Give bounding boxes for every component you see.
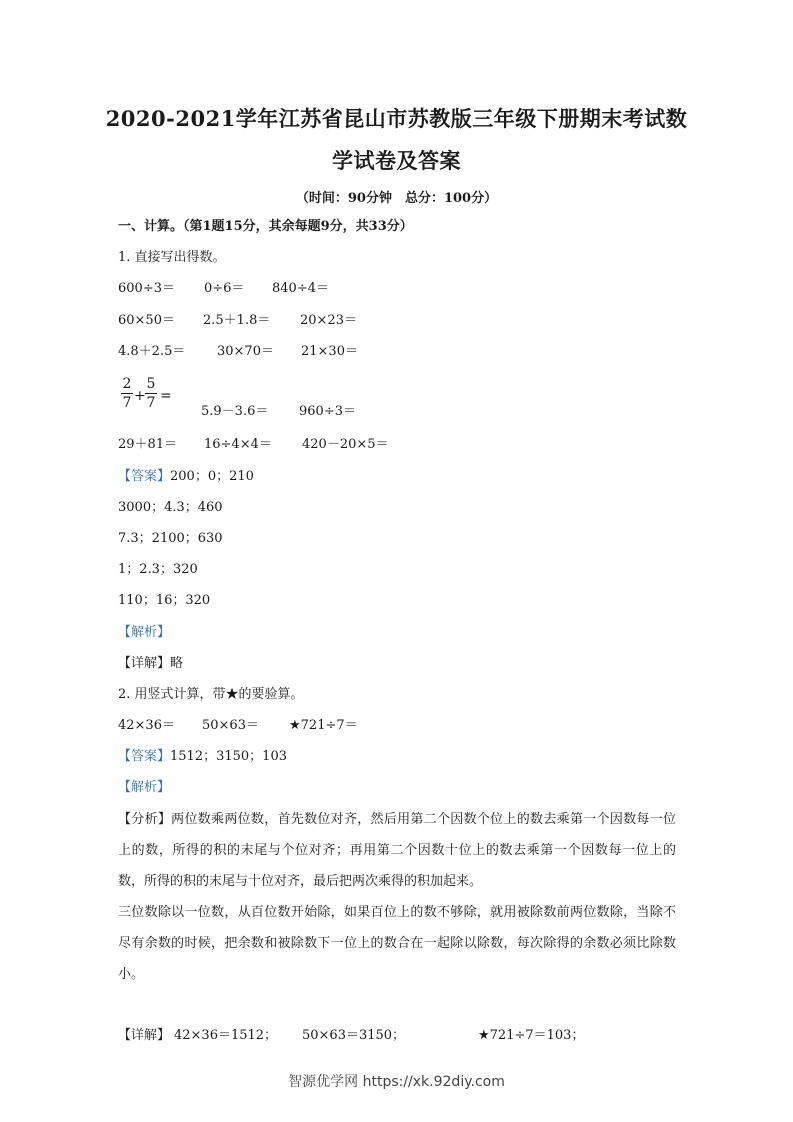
- answer-label: 【答案】: [118, 749, 171, 764]
- equals-sign: =: [160, 388, 172, 404]
- detail-label: 【详解】: [118, 1028, 171, 1043]
- q1-expr: 30×70＝: [217, 344, 274, 359]
- q1-expr: 5.9－3.6＝: [201, 404, 269, 419]
- document-title-line-2: 学试卷及答案: [332, 148, 461, 173]
- q1-expr: 16÷4×4＝: [204, 437, 272, 452]
- detail-item: ★721÷7＝103；: [478, 1028, 585, 1043]
- question-2-stem: 2. 用竖式计算，带★的要验算。: [118, 687, 304, 702]
- q1-fraction-2-7: [121, 376, 133, 411]
- q1-expr: 4.8＋2.5＝: [118, 344, 186, 359]
- fraction-numerator: 2: [122, 376, 132, 392]
- q1-answer-line-2: 3000；4.3；460: [118, 500, 223, 515]
- q2-analysis-paragraph-1: 【分析】两位数乘两位数，首先数位对齐，然后用第二个因数个位上的数去乘第一个因数每一位上的数，所得的积的末尾与个位对齐；再用第二个因数十位上的数去乘第一个因数每一位上的数，所得的积的末尾与十位对齐，最后把两次乘得的积加起来。: [118, 812, 676, 889]
- q1-detail: 【详解】略: [118, 656, 184, 671]
- q1-expr: 2.5＋1.8＝: [203, 313, 271, 328]
- q1-fraction-5-7: [145, 376, 157, 411]
- q2-expr: 50×63＝: [202, 718, 259, 733]
- detail-item: 42×36＝1512；: [174, 1028, 278, 1043]
- q1-answer-line-3: 7.3；2100；630: [118, 531, 223, 546]
- q1-answer-line-5: 110；16；320: [118, 593, 211, 608]
- q1-answer-line-1: [118, 468, 254, 486]
- q1-analysis-label: 【解析】: [118, 625, 171, 640]
- q2-analysis-paragraph-2: 三位数除以一位数，从百位数开始除，如果百位上的数不够除，就用被除数前两位数除，当除不尽有余数的时候，把余数和被除数下一位上的数合在一起除以除数，每次除得的余数必须比除数小。: [118, 905, 676, 982]
- detail-item: 50×63＝3150；: [302, 1028, 406, 1043]
- q1-answer-line-4: 1；2.3；320: [118, 562, 198, 577]
- plus-sign: +: [134, 388, 146, 404]
- q1-expr: 29＋81＝: [118, 437, 178, 452]
- fraction-bar: [121, 393, 133, 394]
- question-1-stem: 1. 直接写出得数。: [118, 250, 226, 265]
- q1-expr: 0÷6＝: [204, 281, 245, 296]
- fraction-bar: [145, 393, 157, 394]
- section-heading-calculation: 一、计算。（第1题15分，其余每题9分，共33分）: [118, 219, 413, 234]
- fraction-denominator: 7: [122, 395, 132, 411]
- q1-expr: 21×30＝: [301, 344, 358, 359]
- page-footer-watermark: 智源优学网 https://xk.92diy.com: [288, 1074, 505, 1090]
- q1-expr: 960÷3＝: [299, 404, 356, 419]
- document-title-line-1: 2020-2021学年江苏省昆山市苏教版三年级下册期末考试数: [105, 106, 688, 131]
- answer-text: 1512；3150；103: [170, 749, 287, 764]
- q1-expr: 600÷3＝: [118, 281, 175, 296]
- q1-expr: 420－20×5＝: [302, 437, 389, 452]
- exam-time-score-info: （时间：90分钟 总分：100分）: [295, 191, 498, 206]
- q2-answer: [118, 748, 287, 766]
- q2-expr: ★721÷7＝: [289, 718, 358, 733]
- fraction-numerator: 5: [146, 376, 156, 392]
- q1-expr: 20×23＝: [300, 313, 357, 328]
- answer-label: 【答案】: [118, 469, 171, 484]
- q1-expr: 840÷4＝: [272, 281, 329, 296]
- answer-text: 200；0；210: [170, 469, 254, 484]
- q2-analysis-label: 【解析】: [118, 780, 171, 795]
- q2-expr: 42×36＝: [118, 718, 175, 733]
- q1-expr: 60×50＝: [118, 313, 175, 328]
- fraction-denominator: 7: [146, 395, 156, 411]
